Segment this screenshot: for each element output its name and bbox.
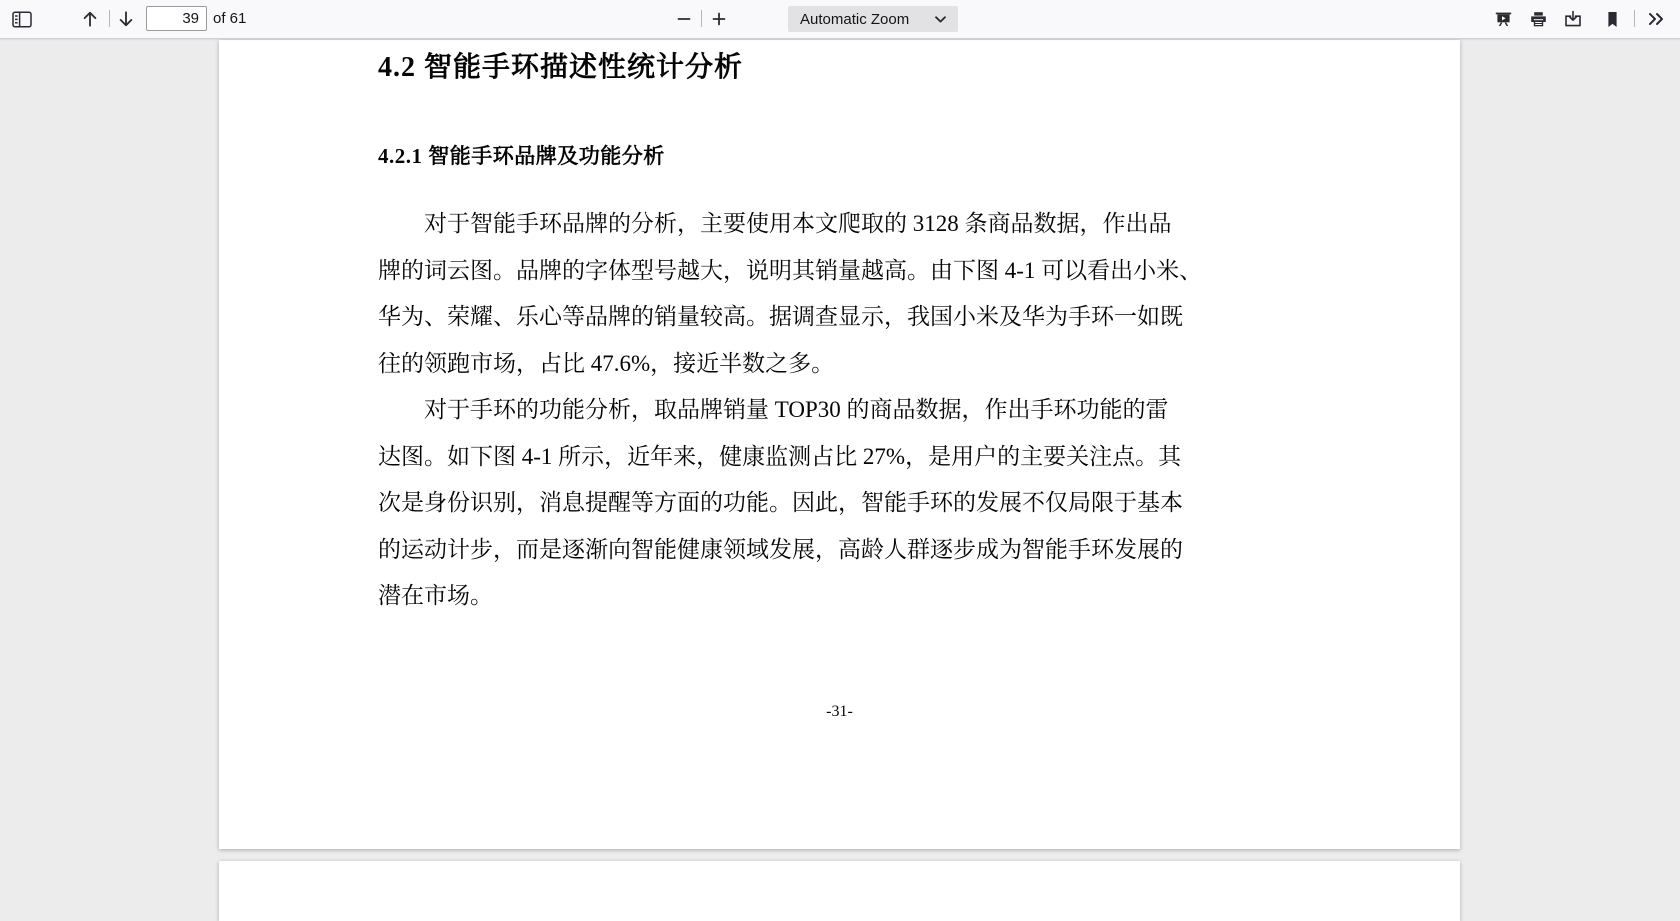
zoom-in-icon — [711, 11, 727, 27]
previous-page-button[interactable] — [76, 5, 104, 33]
save-button[interactable] — [1559, 5, 1587, 33]
zoom-in-button[interactable] — [705, 5, 733, 33]
save-icon — [1564, 10, 1582, 28]
page-down-icon — [117, 10, 135, 28]
pdf-toolbar — [0, 0, 1680, 39]
paragraph-line: 达图。如下图 4-1 所示，近年来，健康监测占比 27%，是用户的主要关注点。其 — [378, 443, 1182, 469]
paragraph-function-analysis — [378, 394, 1223, 627]
page-footer-number: -31- — [826, 703, 853, 720]
paragraph-line: 对于智能手环品牌的分析，主要使用本文爬取的 3128 条商品数据，作出品 — [424, 211, 1172, 236]
presentation-mode-button[interactable] — [1489, 5, 1517, 33]
paragraph-line: 往的领跑市场，占比 47.6%，接近半数之多。 — [378, 350, 835, 376]
presentation-mode-icon — [1495, 11, 1512, 28]
paragraph-line: 牌的词云图。品牌的字体型号越大，说明其销量越高。由下图 4-1 可以看出小米、 — [378, 257, 1203, 283]
toolbar-more-button[interactable] — [1642, 5, 1670, 33]
pdf-page-current — [219, 40, 1460, 849]
zoom-select-label: Automatic Zoom — [800, 10, 910, 28]
sidebar-toggle-button[interactable] — [8, 5, 36, 33]
page-count-label: of 61 — [213, 10, 247, 27]
bookmark-icon — [1605, 11, 1620, 28]
toolbar-separator — [109, 10, 110, 27]
toolbar-more-icon — [1647, 11, 1665, 27]
paragraph-line: 华为、荣耀、乐心等品牌的销量较高。据调查显示，我国小米及华为手环一如既 — [378, 304, 1183, 329]
pdf-page-next — [219, 861, 1460, 921]
paragraph-line: 的运动计步，而是逐渐向智能健康领域发展，高龄人群逐步成为智能手环发展的 — [378, 536, 1183, 562]
zoom-out-button[interactable] — [670, 5, 698, 33]
toolbar-separator — [701, 10, 702, 27]
page-up-icon — [81, 10, 99, 28]
paragraph-line: 潜在市场。 — [378, 583, 493, 608]
print-icon — [1530, 11, 1547, 28]
zoom-select[interactable] — [788, 6, 958, 32]
section-heading: 4.2 智能手环描述性统计分析 — [378, 52, 744, 83]
print-button[interactable] — [1524, 5, 1552, 33]
paragraph-line: 次是身份识别，消息提醒等方面的功能。因此，智能手环的发展不仅局限于基本 — [378, 490, 1183, 515]
zoom-out-icon — [676, 11, 692, 27]
bookmark-button[interactable] — [1598, 5, 1626, 33]
next-page-button[interactable] — [112, 5, 140, 33]
paragraph-line: 对于手环的功能分析，取品牌销量 TOP30 的商品数据，作出手环功能的雷 — [424, 397, 1169, 422]
chevron-down-icon — [935, 16, 946, 23]
paragraph-brand-analysis — [378, 208, 1223, 394]
subsection-heading: 4.2.1 智能手环品牌及功能分析 — [378, 144, 665, 168]
sidebar-toggle-icon — [12, 11, 32, 28]
toolbar-separator — [1634, 10, 1635, 27]
page-number-input[interactable] — [146, 6, 207, 31]
